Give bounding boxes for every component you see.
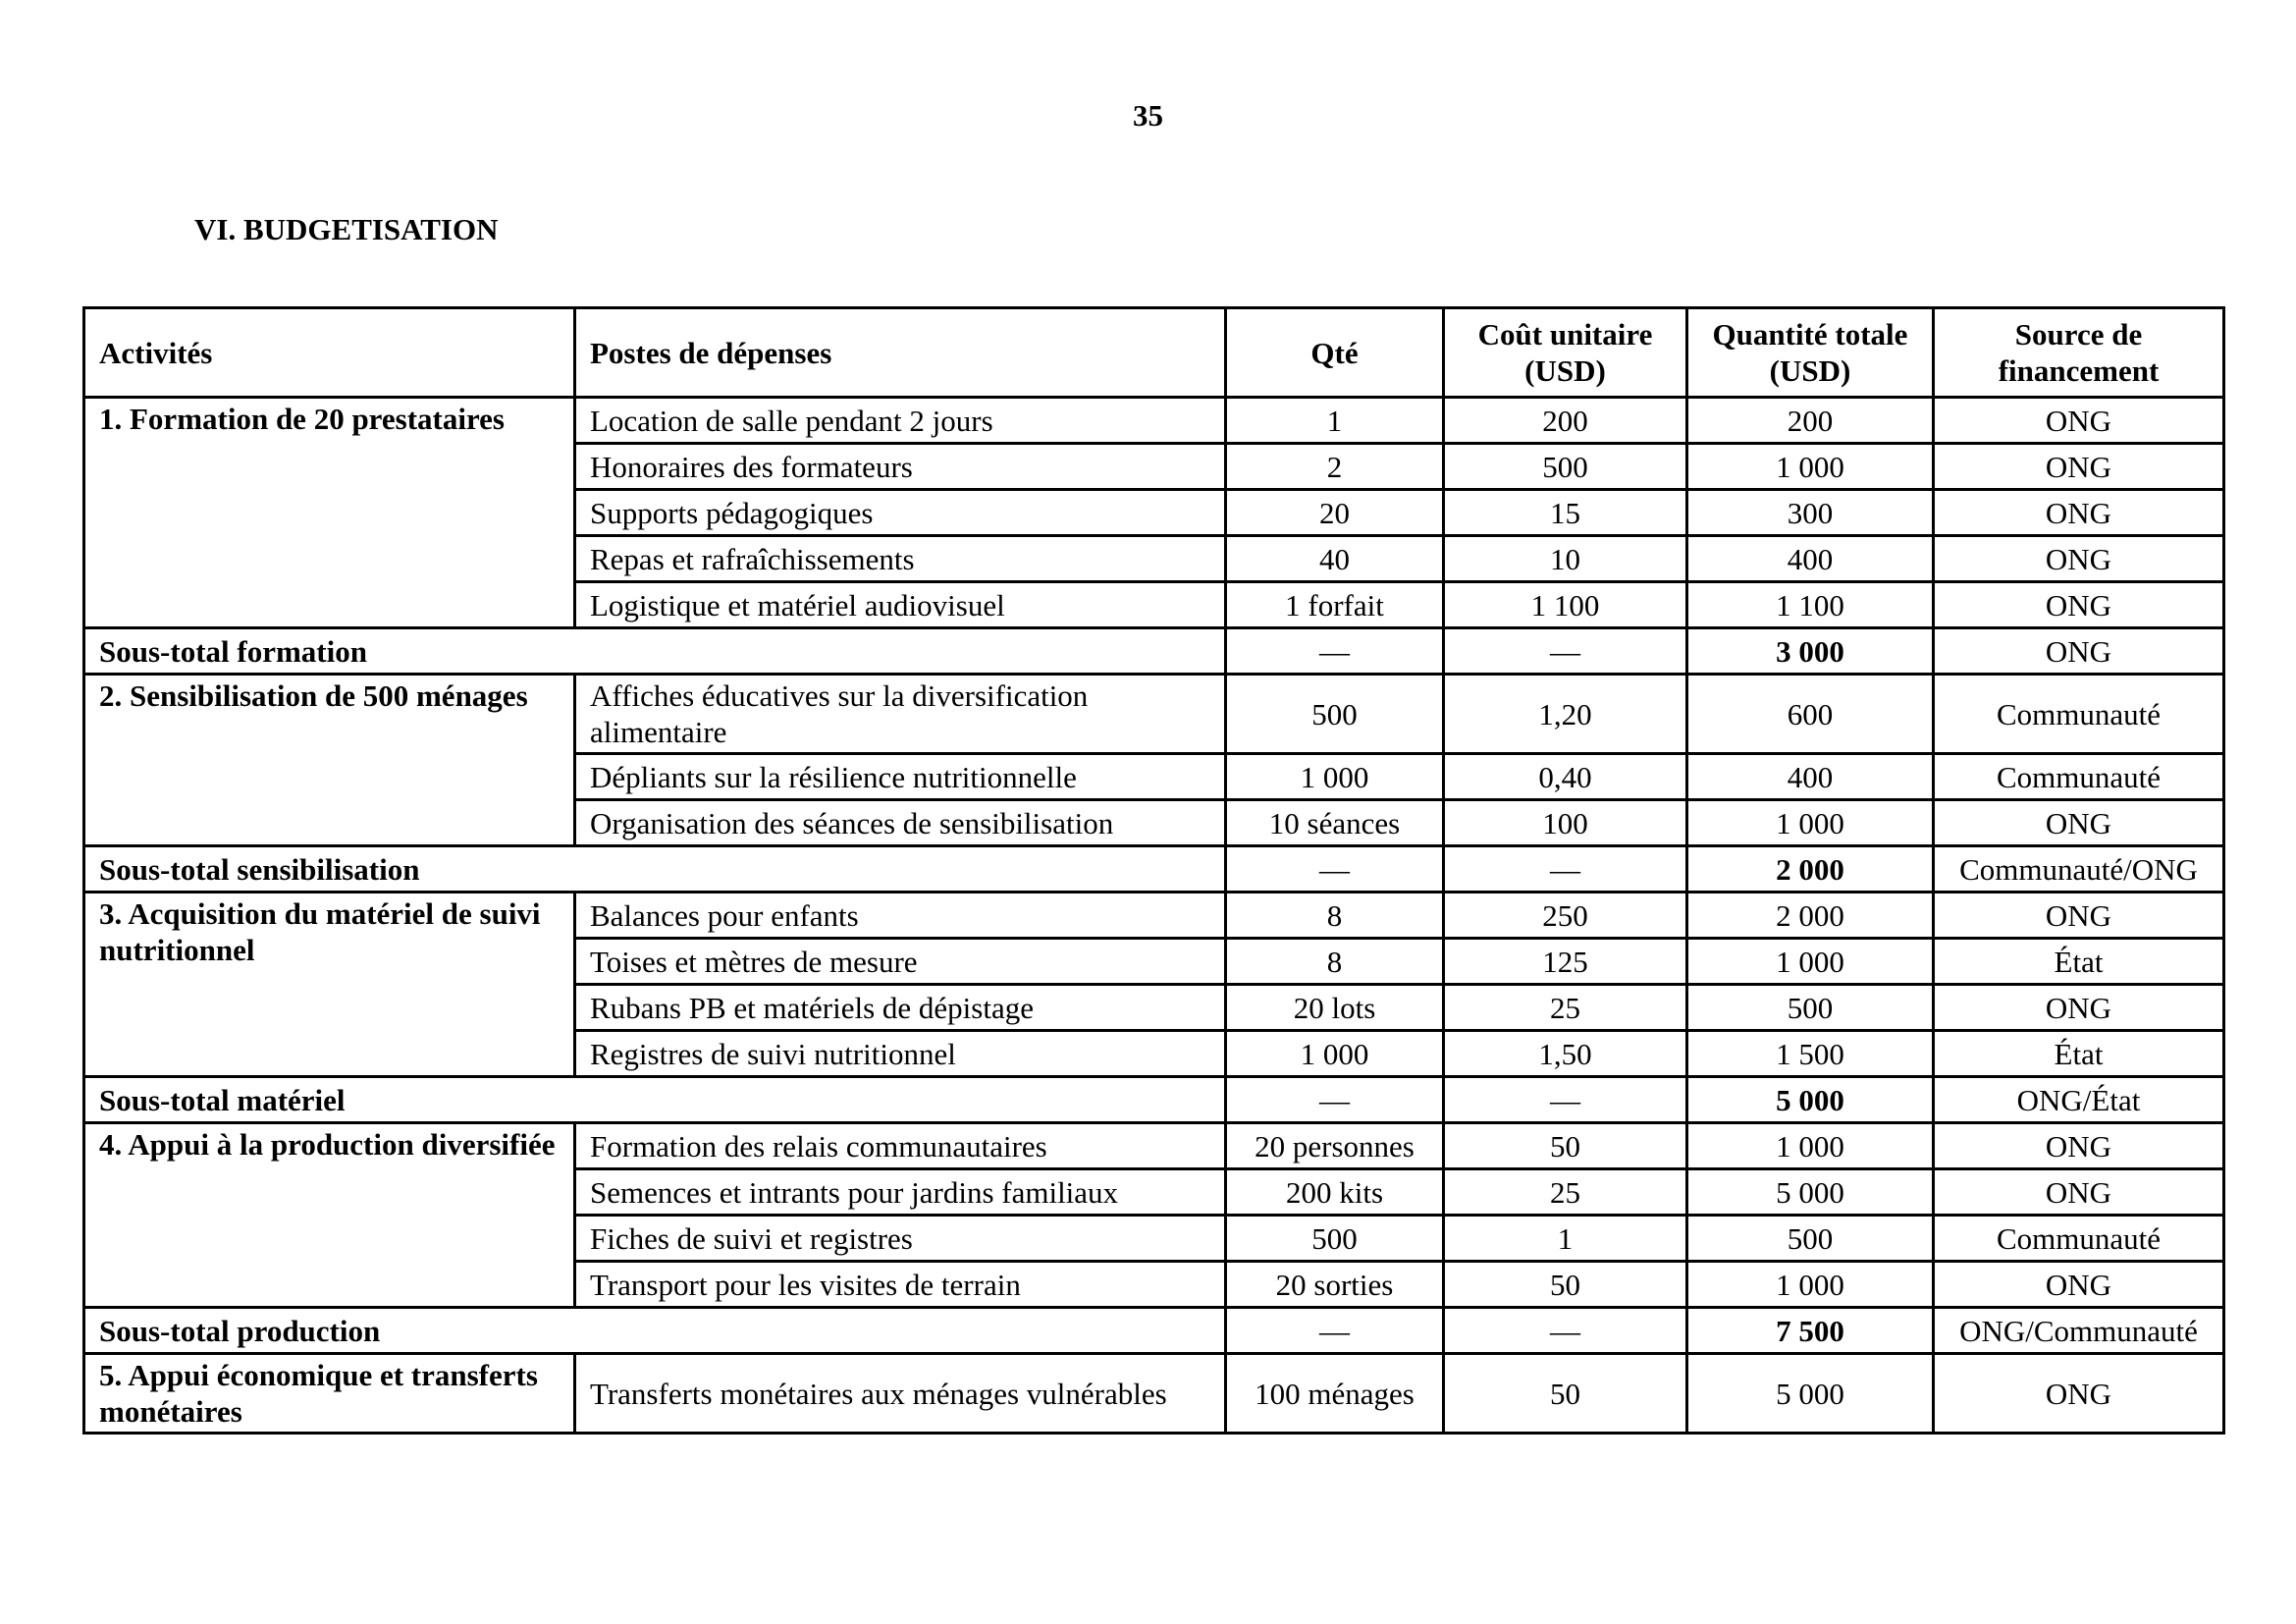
cout-cell: 500 (1444, 444, 1687, 490)
cout-cell: — (1444, 628, 1687, 675)
total-cell: 1 000 (1687, 444, 1934, 490)
qte-cell: 200 kits (1226, 1169, 1444, 1216)
cout-cell: 50 (1444, 1262, 1687, 1308)
cout-cell: 15 (1444, 490, 1687, 536)
table-row (84, 675, 2224, 754)
source-cell: ONG (1934, 985, 2224, 1031)
source-cell: ONG (1934, 490, 2224, 536)
activity-cell: 4. Appui à la production diversifiée (84, 1123, 575, 1308)
poste-cell: Registres de suivi nutritionnel (575, 1031, 1226, 1077)
header-source-line2: financement (1998, 353, 2160, 388)
total-cell: 1 000 (1687, 1123, 1934, 1169)
header-quantite-totale (1687, 308, 1934, 398)
qte-cell: 20 (1226, 490, 1444, 536)
total-cell: 300 (1687, 490, 1934, 536)
qte-cell: 10 séances (1226, 800, 1444, 846)
poste-cell: Rubans PB et matériels de dépistage (575, 985, 1226, 1031)
total-cell: 500 (1687, 1216, 1934, 1262)
qte-cell: 1 forfait (1226, 582, 1444, 628)
source-cell: ONG (1934, 1123, 2224, 1169)
cout-cell: — (1444, 1308, 1687, 1354)
poste-cell: Repas et rafraîchissements (575, 536, 1226, 582)
qte-cell: 2 (1226, 444, 1444, 490)
poste-cell: Formation des relais communautaires (575, 1123, 1226, 1169)
subtotal-total: 7 500 (1687, 1308, 1934, 1354)
source-cell: ONG (1934, 628, 2224, 675)
subtotal-label: Sous-total formation (84, 628, 1226, 675)
cout-cell: 100 (1444, 800, 1687, 846)
poste-cell: Semences et intrants pour jardins familiaux (575, 1169, 1226, 1216)
qte-cell: 500 (1226, 675, 1444, 754)
total-cell: 2 000 (1687, 893, 1934, 939)
subtotal-total: 5 000 (1687, 1077, 1934, 1123)
poste-cell: Transferts monétaires aux ménages vulnérables (575, 1354, 1226, 1434)
header-qte: Qté (1226, 308, 1444, 398)
cout-cell: 1 (1444, 1216, 1687, 1262)
source-cell: ONG/Communauté (1934, 1308, 2224, 1354)
cout-cell: 0,40 (1444, 754, 1687, 800)
qte-cell: 100 ménages (1226, 1354, 1444, 1434)
total-cell: 400 (1687, 754, 1934, 800)
poste-cell: Dépliants sur la résilience nutritionnelle (575, 754, 1226, 800)
source-cell: ONG (1934, 893, 2224, 939)
subtotal-row (84, 846, 2224, 893)
total-cell: 200 (1687, 398, 1934, 444)
poste-cell: Location de salle pendant 2 jours (575, 398, 1226, 444)
budget-table (82, 306, 2225, 1435)
total-cell: 500 (1687, 985, 1934, 1031)
activity-cell: 2. Sensibilisation de 500 ménages (84, 675, 575, 846)
table-row (84, 398, 2224, 444)
cout-cell: 25 (1444, 1169, 1687, 1216)
header-quantite-totale-line1: Quantité totale (1712, 317, 1908, 352)
total-cell: 400 (1687, 536, 1934, 582)
qte-cell: — (1226, 628, 1444, 675)
source-cell: ONG (1934, 444, 2224, 490)
source-cell: Communauté (1934, 754, 2224, 800)
header-source (1934, 308, 2224, 398)
qte-cell: — (1226, 1077, 1444, 1123)
cout-cell: 50 (1444, 1123, 1687, 1169)
cout-cell: 50 (1444, 1354, 1687, 1434)
source-cell: ONG (1934, 398, 2224, 444)
header-quantite-totale-line2: (USD) (1769, 353, 1851, 388)
header-postes: Postes de dépenses (575, 308, 1226, 398)
table-row (84, 893, 2224, 939)
qte-cell: 20 lots (1226, 985, 1444, 1031)
qte-cell: — (1226, 846, 1444, 893)
header-cout-unitaire-line1: Coût unitaire (1477, 317, 1653, 352)
cout-cell: 10 (1444, 536, 1687, 582)
cout-cell: 25 (1444, 985, 1687, 1031)
subtotal-row (84, 628, 2224, 675)
poste-cell: Honoraires des formateurs (575, 444, 1226, 490)
activity-cell: 3. Acquisition du matériel de suivi nutritionnel (84, 893, 575, 1077)
cout-cell: 200 (1444, 398, 1687, 444)
qte-cell: 20 sorties (1226, 1262, 1444, 1308)
poste-cell: Organisation des séances de sensibilisation (575, 800, 1226, 846)
table-row (84, 1354, 2224, 1434)
total-cell: 1 100 (1687, 582, 1934, 628)
header-activites: Activités (84, 308, 575, 398)
subtotal-total: 2 000 (1687, 846, 1934, 893)
cout-cell: 1,20 (1444, 675, 1687, 754)
source-cell: ONG (1934, 536, 2224, 582)
source-cell: ONG (1934, 800, 2224, 846)
poste-cell: Fiches de suivi et registres (575, 1216, 1226, 1262)
header-cout-unitaire (1444, 308, 1687, 398)
source-cell: État (1934, 1031, 2224, 1077)
cout-cell: 1,50 (1444, 1031, 1687, 1077)
poste-cell: Transport pour les visites de terrain (575, 1262, 1226, 1308)
total-cell: 5 000 (1687, 1354, 1934, 1434)
total-cell: 600 (1687, 675, 1934, 754)
source-cell: ONG/État (1934, 1077, 2224, 1123)
cout-cell: — (1444, 1077, 1687, 1123)
header-cout-unitaire-line2: (USD) (1524, 353, 1606, 388)
poste-cell: Supports pédagogiques (575, 490, 1226, 536)
source-cell: État (1934, 939, 2224, 985)
source-cell: ONG (1934, 1169, 2224, 1216)
poste-cell: Affiches éducatives sur la diversification alimentaire (575, 675, 1226, 754)
source-cell: ONG (1934, 1354, 2224, 1434)
table-row (84, 1123, 2224, 1169)
source-cell: Communauté (1934, 675, 2224, 754)
subtotal-row (84, 1077, 2224, 1123)
poste-cell: Logistique et matériel audiovisuel (575, 582, 1226, 628)
poste-cell: Toises et mètres de mesure (575, 939, 1226, 985)
cout-cell: 125 (1444, 939, 1687, 985)
total-cell: 1 500 (1687, 1031, 1934, 1077)
qte-cell: 1 000 (1226, 1031, 1444, 1077)
qte-cell: 8 (1226, 939, 1444, 985)
qte-cell: 500 (1226, 1216, 1444, 1262)
total-cell: 1 000 (1687, 800, 1934, 846)
total-cell: 1 000 (1687, 1262, 1934, 1308)
source-cell: Communauté/ONG (1934, 846, 2224, 893)
source-cell: ONG (1934, 1262, 2224, 1308)
subtotal-label: Sous-total matériel (84, 1077, 1226, 1123)
subtotal-total: 3 000 (1687, 628, 1934, 675)
qte-cell: 1 (1226, 398, 1444, 444)
qte-cell: 8 (1226, 893, 1444, 939)
table-header-row (84, 308, 2224, 398)
subtotal-row (84, 1308, 2224, 1354)
subtotal-label: Sous-total production (84, 1308, 1226, 1354)
total-cell: 5 000 (1687, 1169, 1934, 1216)
source-cell: ONG (1934, 582, 2224, 628)
poste-cell: Balances pour enfants (575, 893, 1226, 939)
subtotal-label: Sous-total sensibilisation (84, 846, 1226, 893)
qte-cell: — (1226, 1308, 1444, 1354)
cout-cell: — (1444, 846, 1687, 893)
cout-cell: 250 (1444, 893, 1687, 939)
activity-cell: 5. Appui économique et transferts monétaires (84, 1354, 575, 1434)
source-cell: Communauté (1934, 1216, 2224, 1262)
qte-cell: 40 (1226, 536, 1444, 582)
page-number: 35 (1133, 98, 1163, 133)
section-title: VI. BUDGETISATION (194, 212, 499, 246)
cout-cell: 1 100 (1444, 582, 1687, 628)
total-cell: 1 000 (1687, 939, 1934, 985)
activity-cell: 1. Formation de 20 prestataires (84, 398, 575, 628)
qte-cell: 1 000 (1226, 754, 1444, 800)
header-source-line1: Source de (2014, 317, 2143, 352)
qte-cell: 20 personnes (1226, 1123, 1444, 1169)
